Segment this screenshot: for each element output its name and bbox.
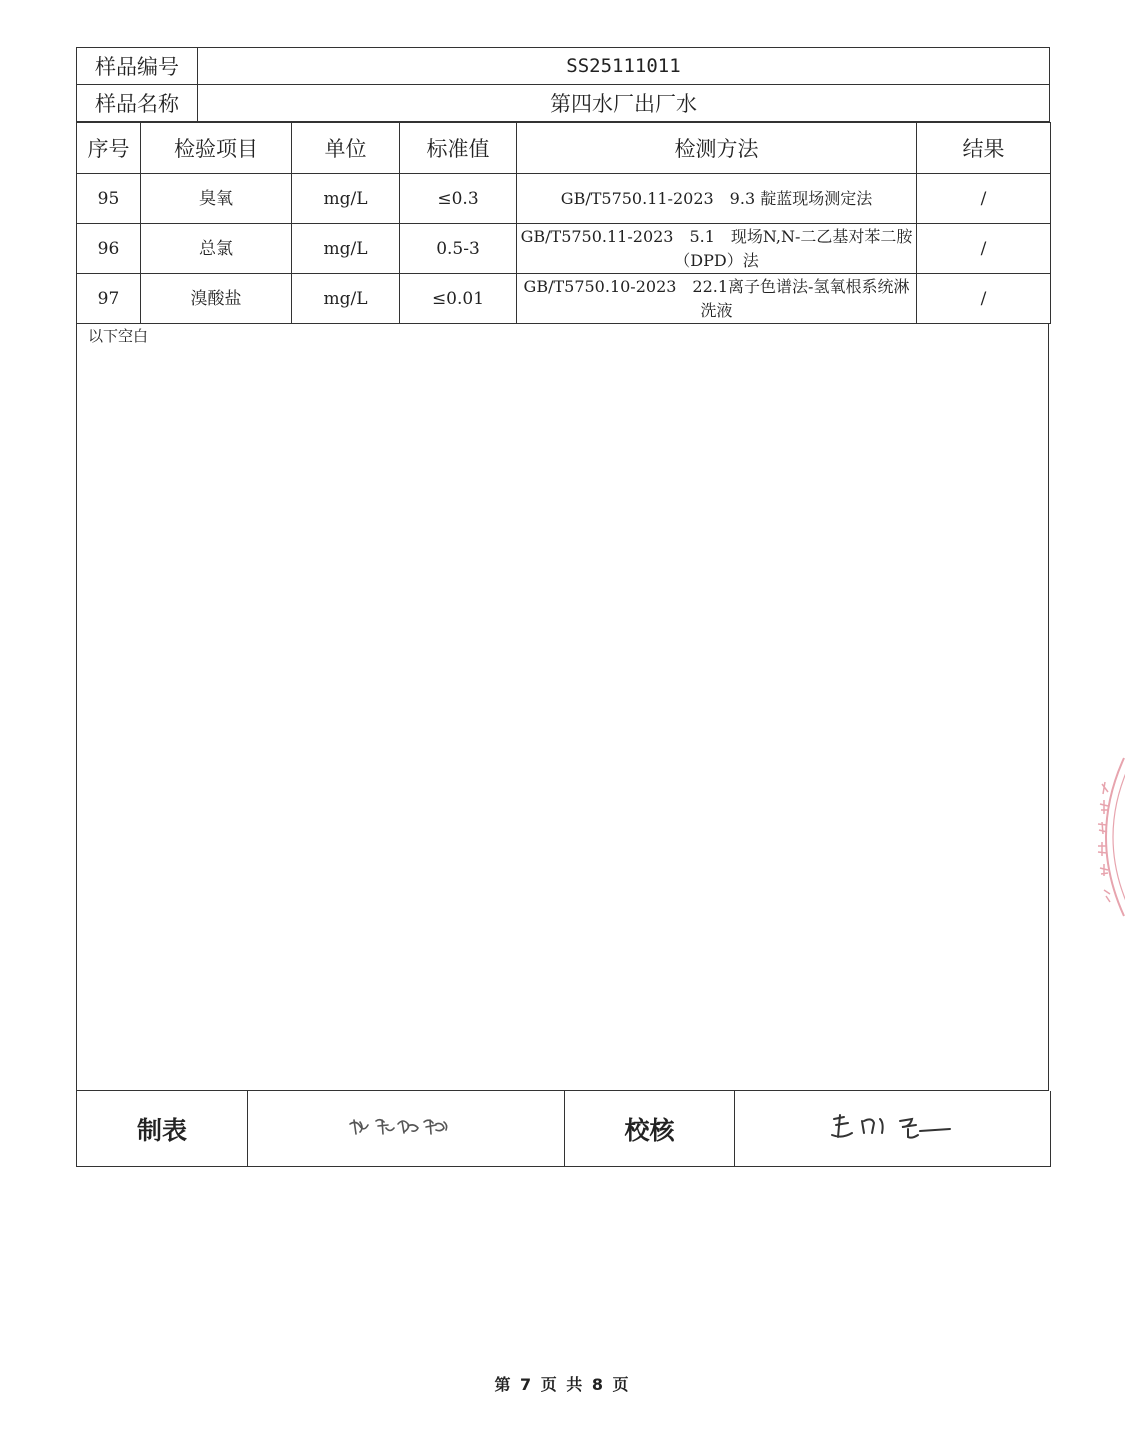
test-item: 臭氧 [141,174,292,224]
red-seal-stamp [1088,752,1125,922]
sample-number-row [77,48,1050,85]
test-item: 总氯 [141,224,292,274]
handwritten-signature-icon [346,1112,466,1142]
result: / [917,174,1051,224]
unit: mg/L [292,274,400,324]
column-header: 单位 [292,123,400,174]
row-number: 96 [77,224,141,274]
column-header: 标准值 [400,123,517,174]
signature-table [76,1091,1051,1167]
signature-row [77,1091,1051,1167]
test-method: GB/T5750.11-2023 5.1 现场N,N-二乙基对苯二胺（DPD）法 [517,224,917,274]
test-item: 溴酸盐 [141,274,292,324]
result: / [917,274,1051,324]
column-header: 结果 [917,123,1051,174]
prepared-by-label: 制表 [77,1091,248,1167]
row-number: 97 [77,274,141,324]
standard-value: 0.5-3 [400,224,517,274]
reviewed-by-label: 校核 [565,1091,735,1167]
standard-value: ≤0.01 [400,274,517,324]
table-header-row [77,123,1051,174]
sample-number-label: 样品编号 [77,48,198,85]
row-number: 95 [77,174,141,224]
results-table [76,122,1051,324]
table-row [77,274,1051,324]
sample-number-value: SS25111011 [198,48,1050,85]
sample-name-label: 样品名称 [77,85,198,122]
sample-name-value: 第四水厂出厂水 [198,85,1050,122]
table-row [77,224,1051,274]
page-number: 第 7 页 共 8 页 [494,1375,631,1394]
handwritten-signature-icon [828,1111,958,1143]
prepared-by-signature [248,1091,565,1167]
unit: mg/L [292,224,400,274]
unit: mg/L [292,174,400,224]
result: / [917,224,1051,274]
reviewed-by-signature [735,1091,1051,1167]
column-header: 检测方法 [517,123,917,174]
test-method: GB/T5750.10-2023 22.1离子色谱法-氢氧根系统淋洗液 [517,274,917,324]
standard-value: ≤0.3 [400,174,517,224]
sample-info-table [76,47,1050,122]
blank-note: 以下空白 [88,327,149,345]
test-method: GB/T5750.11-2023 9.3 靛蓝现场测定法 [517,174,917,224]
sample-name-row [77,85,1050,122]
blank-area [76,323,1049,1091]
column-header: 序号 [77,123,141,174]
table-row [77,174,1051,224]
column-header: 检验项目 [141,123,292,174]
